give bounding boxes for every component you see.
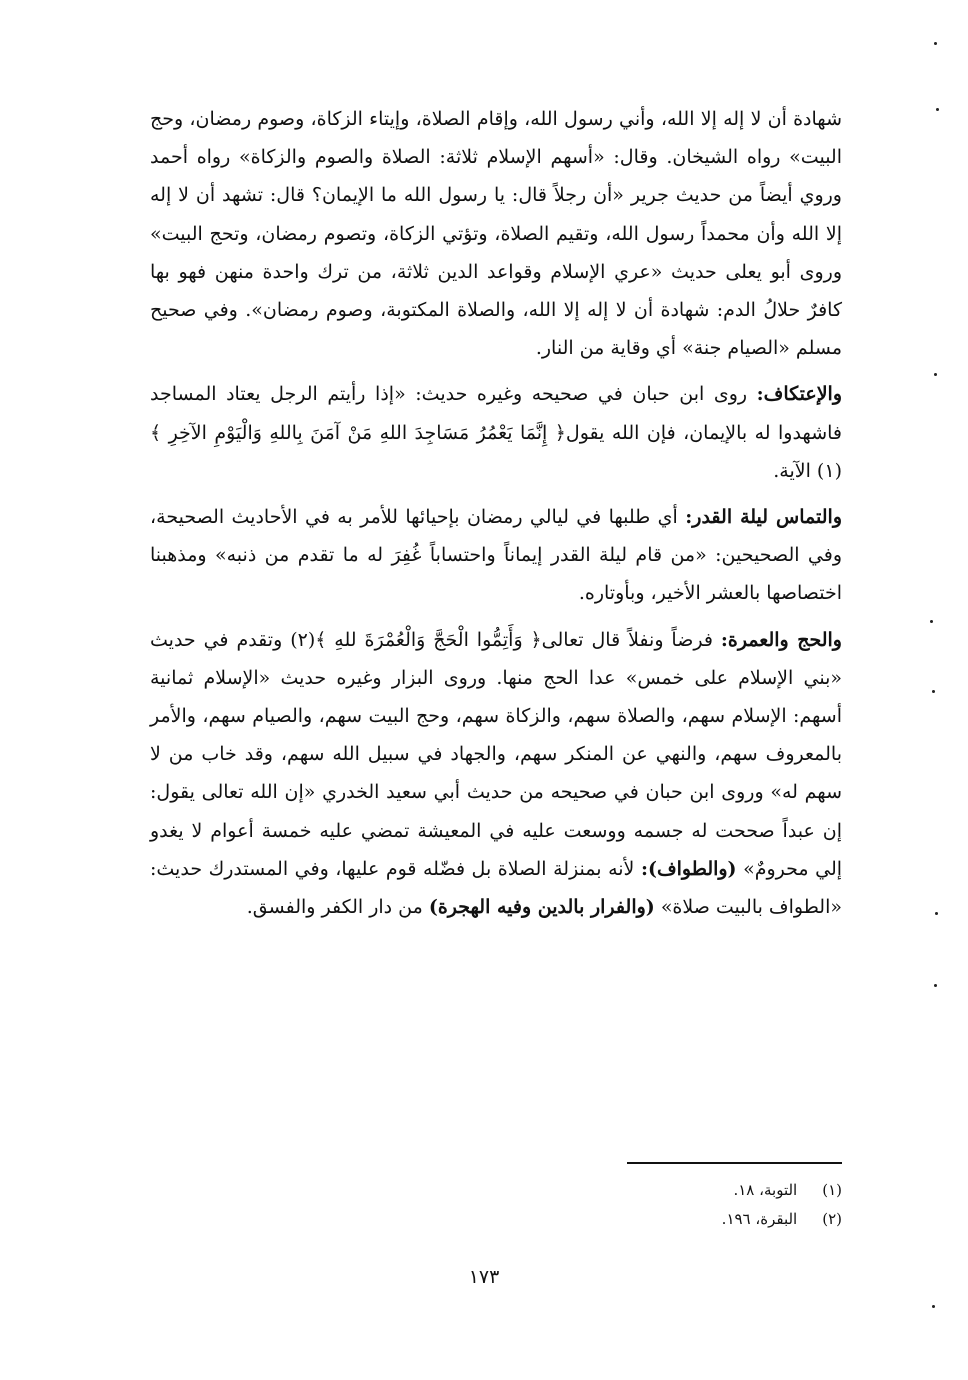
paragraph-text: لأنه بمنزلة الصلاة بل فضّله قوم عليها، وفي المستدرك حديث: «الطواف بالبيت صلاة» bbox=[150, 857, 842, 919]
footnote-text: التوبة، ١٨. bbox=[733, 1181, 798, 1199]
paragraph-heading: والإعتكاف: bbox=[756, 383, 842, 406]
paragraph-text: روى ابن حبان في صحيحه وغيره حديث: «إذا رأيتم الرجل يعتاد المساجد فاشهدوا له بالإيمان، فإن الله يقول﴿ إِنَّمَا يَعْمُرُ مَسَاجِدَ اللهِ مَنْ آمَنَ بِاللهِ وَالْيَوْمِ الآخِرِ ﴾(١) الآية. bbox=[150, 383, 842, 482]
scan-speck bbox=[934, 373, 937, 376]
main-text bbox=[150, 100, 842, 934]
scan-speck bbox=[930, 620, 933, 623]
scan-speck bbox=[934, 984, 937, 987]
footnote-divider bbox=[627, 1162, 842, 1164]
paragraph-subheading-hijra: (والفرار بالدين وفيه الهجرة) bbox=[428, 896, 655, 919]
paragraph-text: من دار الكفر والفسق. bbox=[246, 896, 423, 919]
scan-speck bbox=[932, 690, 935, 693]
footnote-text: البقرة، ١٩٦. bbox=[721, 1210, 798, 1228]
page-number: ١٧٣ bbox=[468, 1266, 500, 1288]
scan-speck bbox=[936, 108, 939, 111]
paragraph-heading: والحج والعمرة: bbox=[720, 628, 842, 651]
paragraph-heading: والتماس ليلة القدر: bbox=[685, 506, 842, 529]
paragraph-itikaf bbox=[150, 375, 842, 490]
footnote-number: (١) bbox=[822, 1181, 842, 1199]
footnote-item bbox=[600, 1176, 842, 1205]
footnote-number: (٢) bbox=[822, 1210, 842, 1228]
scan-speck bbox=[934, 42, 937, 45]
footnote-item bbox=[600, 1205, 842, 1234]
paragraph-text: فرضاً ونفلاً قال تعالى﴿ وَأَتِمُّوا الْحَجَّ وَالْعُمْرَةَ للهِ ﴾(٢) وتقدم في حديث «بني الإسلام على خمس» عدا الحج منها. وروى البزار وغيره حديث «الإسلام ثمانية أسهم: الإسلام سهم، والصلاة سهم، والزكاة سهم، وحج البيت سهم، والصيام سهم، والأمر بالمعروف سهم، والنهي عن المنكر سهم، والجهاد في سبيل الله سهم، وقد خاب من لا سهم له» وروى ابن حبان في صحيحه من حديث أبي سعيد الخدري «إن الله تعالى يقول: إن عبداً صححت له جسمه ووسعت عليه في المعيشة تمضي عليه خمسة أعوام لا يغدو إلي محرومٌ» bbox=[150, 628, 843, 880]
paragraph-text: أي طلبها في ليالي رمضان بإحيائها للأمر به في الأحاديث الصحيحة، وفي الصحيحين: «من قام ليلة القدر إيماناً واحتساباً غُفِرَ له ما تقدم من ذنبه» ومذهبنا اختصاصها بالعشر الأخير، وبأوتاره. bbox=[150, 506, 842, 605]
footnotes bbox=[600, 1176, 842, 1234]
paragraph-hajj-umrah bbox=[150, 621, 842, 927]
paragraph-subheading-tawaf: (والطواف): bbox=[640, 857, 737, 880]
paragraph-pillars bbox=[150, 100, 842, 367]
paragraph-laylat-al-qadr bbox=[150, 498, 842, 613]
scan-speck bbox=[935, 912, 938, 915]
scan-speck bbox=[932, 1305, 935, 1308]
paragraph-text: شهادة أن لا إله إلا الله، وأني رسول الله، وإقام الصلاة، وإيتاء الزكاة، وصوم رمضان، وحج البيت» رواه الشيخان. وقال: «أسهم الإسلام ثلاثة: الصلاة والصوم والزكاة» رواه أحمد وروي أيضاً من حديث جرير «أن رجلاً قال: يا رسول الله ما الإيمان؟ قال: تشهد أن لا إله إلا الله وأن محمداً رسول الله، وتقيم الصلاة، وتؤتي الزكاة، وتصوم رمضان، وتحج البيت» وروى أبو يعلى حديث «عري الإسلام وقواعد الدين ثلاثة، من ترك واحدة منهن فهو بها كافرٌ حلالُ الدم: شهادة أن لا إله إلا الله، والصلاة المكتوبة، وصوم رمضان». وفي صحيح مسلم «الصيام جنة» أي وقاية من النار. bbox=[150, 108, 842, 360]
